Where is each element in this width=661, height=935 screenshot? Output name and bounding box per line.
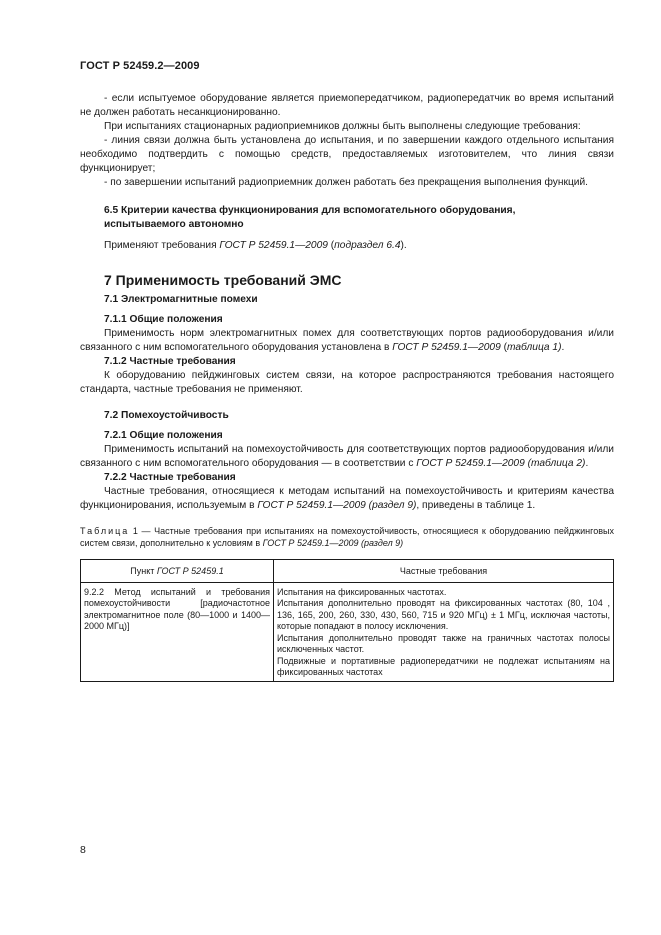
table-cell-clause: 9.2.2 Метод испытаний и требования помехоустойчивости [радиочастотное электромагнитное поле (80—1000 и 1400—2000 МГц)] [81,582,274,681]
section-7-heading: 7 Применимость требований ЭМС [104,272,342,288]
table-cell-requirements: Испытания на фиксированных частотах. Испытания дополнительно проводят на фиксированных частотах (80, 104 , 136, 165, 200, 260, 330, 430, 560, 715 и 920 МГц) ± 1 МГц, исключая частоты, которые попадают в полосу исключения. Испытания дополнительно проводят также на граничных частотах полосы исключенных частот. Подвижные и портативные радиопередатчики не подлежат испытаниям на фиксированных частотах [274,582,614,681]
section-6-5-text: Применяют требования ГОСТ Р 52459.1—2009 (подраздел 6.4). [104,240,407,251]
section-7-2-2-heading: 7.2.2 Частные требования [104,472,236,483]
section-6-5-heading: 6.5 Критерии качества функционирования для вспомогательного оборудования, испытываемого автономно [104,205,516,230]
section-7-1-1-heading: 7.1.1 Общие положения [104,314,223,325]
spacer [80,232,614,239]
page-number: 8 [80,844,86,856]
table-header-clause: Пункт ГОСТ Р 52459.1 [81,560,274,583]
table-1-caption: Таблица 1 — Частные требования при испытаниях на помехоустойчивость, относящиеся к оборудованию пейджинговых систем связи, дополнительно к условиям в ГОСТ Р 52459.1—2009 (раздел 9) [80,526,614,548]
table-row [81,582,614,681]
paragraph-link-established: - линия связи должна быть установлена до испытания, и по завершении каждого отдельного испытания необходимо подтвердить с помощью средств, предоставляемых изготовителем, что линия связи функционирует; [80,135,614,174]
section-7-2-heading: 7.2 Помехоустойчивость [104,410,229,421]
section-7-1-2-heading: 7.1.2 Частные требования [104,356,236,367]
spacer [80,397,614,409]
table-header-row [81,560,614,583]
table-1 [80,559,614,682]
section-7-1-2-text: К оборудованию пейджинговых систем связи, на которое распространяются требования настоящего стандарта, частные требования не применяют. [80,370,614,395]
section-7-2-1-text: Применимость испытаний на помехоустойчивость для соответствующих портов радиооборудования и/или связанного с ним вспомогательного оборудования — в соответствии с ГОСТ Р 52459.1—2009 (таблица 2). [80,444,614,469]
paragraph-receiver-works: - по завершении испытаний радиоприемник должен работать без прекращения выполнения функций. [104,177,588,188]
paragraph-transceiver: - если испытуемое оборудование является приемопередатчиком, радиопередатчик во время испытаний не должен работать несанкционированно. [80,93,614,118]
paragraph-stationary-receivers: При испытаниях стационарных радиоприемников должны быть выполнены следующие требования: [104,121,581,132]
section-7-2-1-heading: 7.2.1 Общие положения [104,430,223,441]
table-header-requirements: Частные требования [274,560,614,583]
document-header: ГОСТ Р 52459.2—2009 [80,60,200,72]
section-7-1-heading: 7.1 Электромагнитные помехи [104,294,258,305]
section-7-2-2-text: Частные требования, относящиеся к методам испытаний на помехоустойчивость и критериям качества функционирования, используемым в ГОСТ Р 52459.1—2009 (раздел 9), приведены в таблице 1. [80,486,614,511]
section-7-1-1-text: Применимость норм электромагнитных помех для соответствующих портов радиооборудования и/или связанного с ним вспомогательного оборудования установлена в ГОСТ Р 52459.1—2009 (таблица 1). [80,328,614,353]
document-body [80,92,614,682]
